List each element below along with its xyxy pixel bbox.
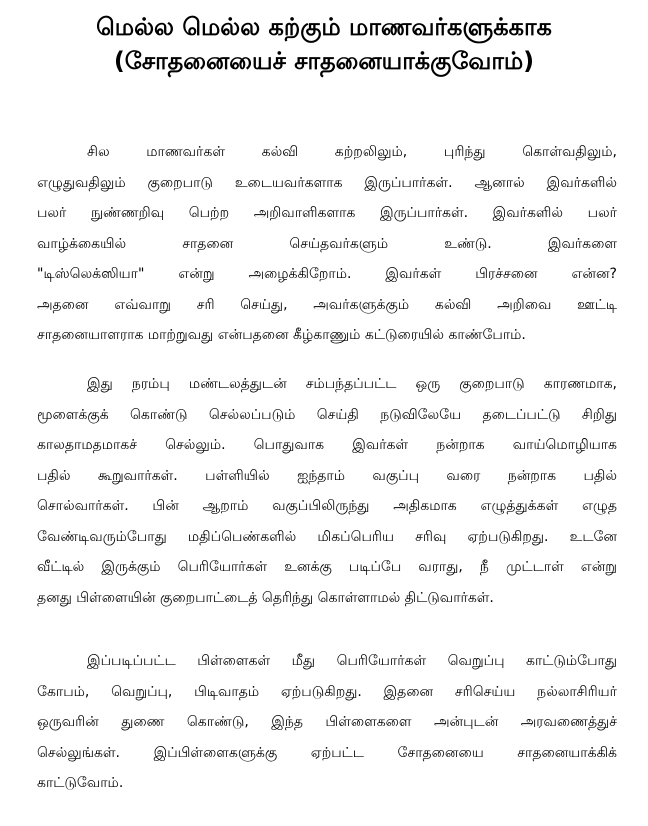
paragraph-3: [37, 646, 617, 799]
paragraph-line: சொல்வார்கள். பின் ஆறாம் வகுப்பிலிருந்து அதிகமாக எழுத்துக்கள் எழுத: [37, 498, 617, 514]
paragraph-line: சாதனையாளராக மாற்றுவது என்பதனை கீழ்காணும் கட்டுரையில் காண்போம்.: [37, 327, 526, 343]
paragraph-line: மூளைக்குக் கொண்டு செல்லப்படும் செய்தி நடுவிலேயே தடைப்பட்டு சிறிது: [37, 406, 617, 423]
title-line-1: மெல்ல மெல்ல கற்கும் மாணவர்களுக்காக: [96, 13, 552, 41]
paragraph-line: கோபம், வெறுப்பு, பிடிவாதம் ஏற்படுகிறது. இதனை சரிசெய்ய நல்லாசிரியர்: [37, 683, 617, 700]
paragraph-line: சில மாணவர்கள் கல்வி கற்றலிலும், புரிந்து கொள்வதிலும்,: [87, 144, 617, 160]
paragraph-line: எழுதுவதிலும் குறைபாடு உடையவர்களாக இருப்பார்கள். ஆனால் இவர்களில்: [37, 174, 617, 191]
paragraph-line: இப்படிப்பட்ட பிள்ளைகள் மீது பெரியோர்கள் வெறுப்பு காட்டும்போது: [87, 653, 617, 669]
paragraph-line: வேண்டிவரும்போது மதிப்பெண்களில் மிகப்பெரிய சரிவு ஏற்படுகிறது. உடனே: [37, 528, 617, 545]
paragraph-line: காட்டுவோம்.: [37, 775, 124, 791]
paragraph-line: வாழ்க்கையில் சாதனை செய்தவர்களும் உண்டு. இவர்களை: [37, 235, 617, 252]
document-title: [30, 10, 618, 78]
paragraph-line: ஒருவரின் துணை கொண்டு, இந்த பிள்ளைகளை அன்புடன் அரவணைத்துச்: [37, 714, 617, 730]
paragraph-2: [37, 369, 617, 613]
paragraph-1: [37, 137, 617, 351]
title-line-2: (சோதனையைச் சாதனையாக்குவோம்): [113, 47, 535, 75]
paragraph-line: அதனை எவ்வாறு சரி செய்து, அவர்களுக்கும் கல்வி அறிவை ஊட்டி: [37, 296, 617, 313]
paragraph-line: பலர் நுண்ணறிவு பெற்ற அறிவாளிகளாக இருப்பார்கள். இவர்களில் பலர்: [37, 205, 617, 221]
paragraph-line: "டிஸ்லெக்ஸியா" என்று அழைக்கிறோம். இவர்கள் பிரச்சனை என்ன?: [37, 266, 617, 282]
paragraph-line: வீட்டில் இருக்கும் பெரியோர்கள் உனக்கு படிப்பே வராது, நீ முட்டாள் என்று: [37, 559, 617, 575]
paragraph-line: தனது பிள்ளையின் குறைபாட்டைத் தெரிந்து கொள்ளாமல் திட்டுவார்கள்.: [37, 589, 494, 606]
paragraph-line: பதில் கூறுவார்கள். பள்ளியில் ஐந்தாம் வகுப்பு வரை நன்றாக பதில்: [37, 467, 617, 484]
paragraph-line: செல்லுங்கள். இப்பிள்ளைகளுக்கு ஏற்பட்ட சோதனையை சாதனையாக்கிக்: [37, 744, 617, 761]
paragraph-line: இது நரம்பு மண்டலத்துடன் சம்பந்தப்பட்ட ஒரு குறைபாடு காரணமாக,: [87, 376, 617, 392]
paragraph-line: காலதாமதமாகச் செல்லும். பொதுவாக இவர்கள் நன்றாக வாய்மொழியாக: [37, 437, 617, 453]
